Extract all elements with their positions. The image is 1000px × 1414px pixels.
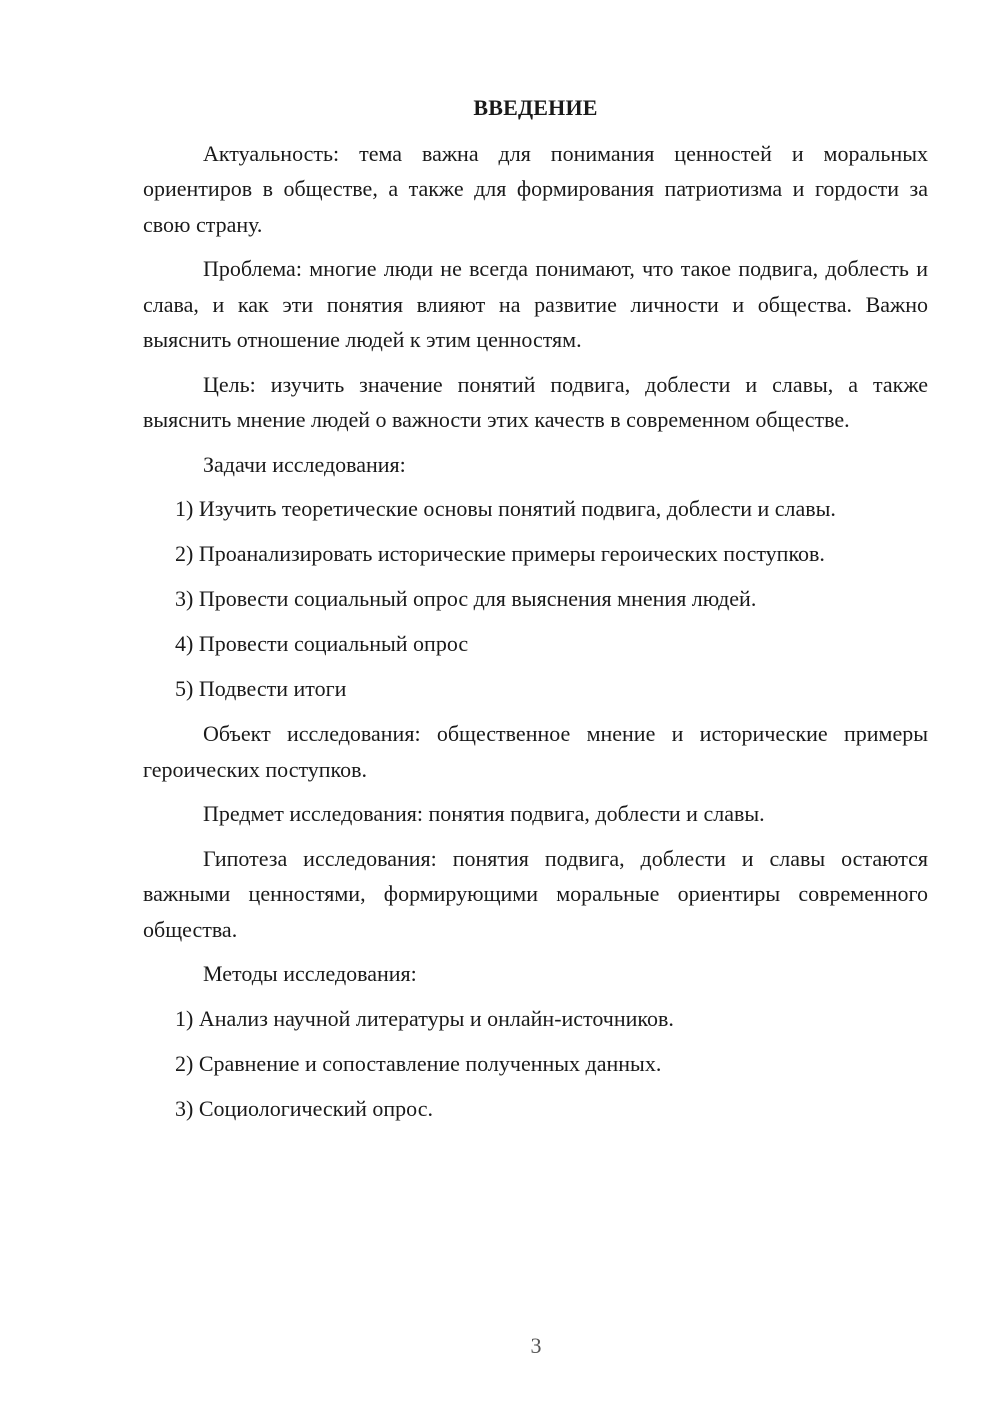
task-item: 2) Проанализировать исторические примеры героических поступков.	[175, 541, 825, 567]
object-paragraph: Объект исследования: общественное мнение и исторические примеры героических поступков.	[143, 721, 928, 782]
page-number: 3	[530, 1333, 542, 1358]
relevance-paragraph: Актуальность: тема важна для понимания ценностей и моральных ориентиров в обществе, а также для формирования патриотизма и гордости за свою страну.	[143, 140, 928, 237]
method-item: 2) Сравнение и сопоставление полученных данных.	[175, 1051, 662, 1077]
document-page	[143, 90, 928, 1136]
methods-title: Методы исследования:	[203, 961, 417, 987]
method-item: 1) Анализ научной литературы и онлайн-источников.	[175, 1005, 674, 1031]
task-item: 4) Провести социальный опрос	[175, 631, 469, 657]
hypothesis-paragraph: Гипотеза исследования: понятия подвига, доблести и славы остаются важными ценностями, формирующими моральные ориентиры современного общества.	[143, 845, 928, 942]
problem-paragraph: Проблема: многие люди не всегда понимают, что такое подвига, доблесть и слава, и как эти понятия влияют на развитие личности и общества. Важно выяснить отношение людей к этим ценностям.	[143, 256, 928, 352]
task-item: 3) Провести социальный опрос для выяснения мнения людей.	[175, 586, 757, 612]
task-item: 5) Подвести итоги	[175, 676, 347, 702]
subject-paragraph: Предмет исследования: понятия подвига, доблести и славы.	[203, 801, 765, 827]
section-heading: ВВЕДЕНИЕ	[473, 95, 598, 120]
tasks-title: Задачи исследования:	[203, 451, 406, 477]
task-item: 1) Изучить теоретические основы понятий подвига, доблести и славы.	[175, 496, 836, 521]
method-item: 3) Социологический опрос.	[175, 1096, 433, 1122]
goal-paragraph: Цель: изучить значение понятий подвига, доблести и славы, а также выяснить мнение людей о важности этих качеств в современном обществе.	[143, 371, 928, 432]
